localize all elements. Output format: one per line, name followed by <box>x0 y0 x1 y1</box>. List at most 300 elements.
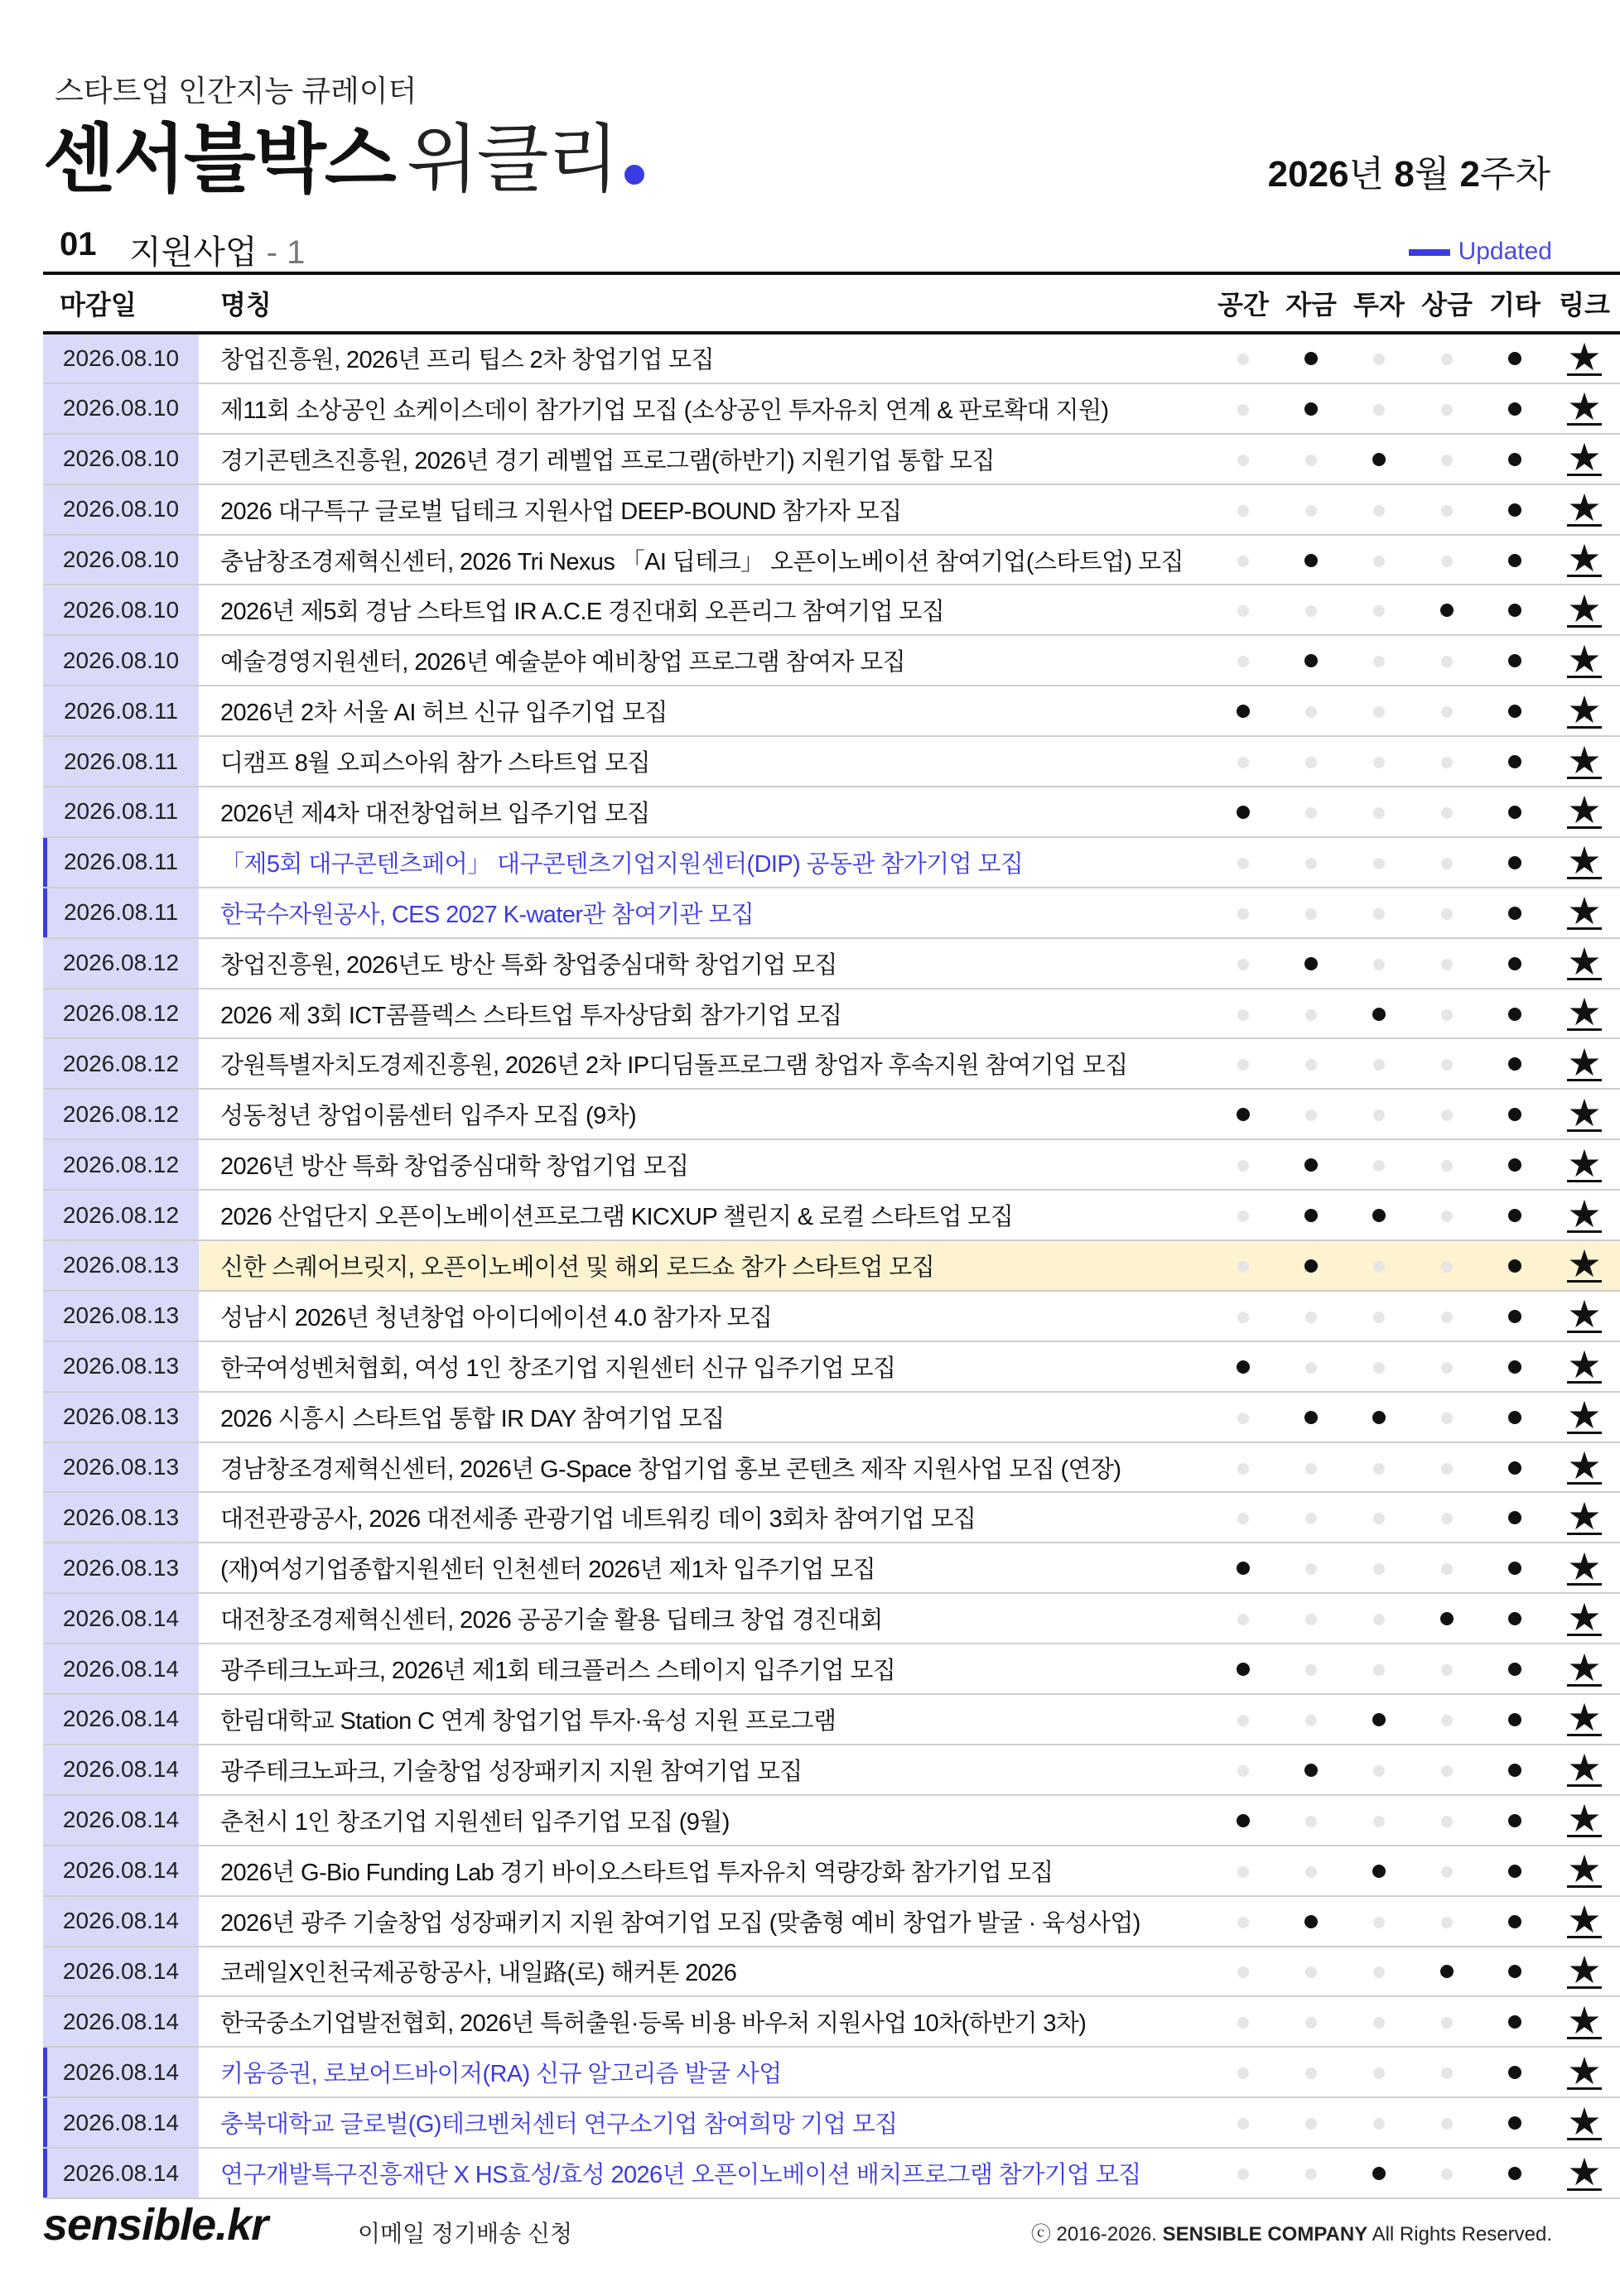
table-header <box>43 273 1620 333</box>
flag-prize-cell <box>1413 1038 1481 1089</box>
empty-dot-icon <box>1305 1664 1317 1676</box>
link-cell[interactable] <box>1549 1190 1620 1240</box>
program-name-cell: 한국수자원공사, CES 2027 K-water관 참여기관 모집 <box>199 888 1209 938</box>
flag-prize-cell <box>1413 1694 1481 1745</box>
star-icon[interactable]: ★ <box>1567 637 1602 681</box>
flag-investment-cell <box>1345 535 1413 585</box>
program-name-cell: (재)여성기업종합지원센터 인천센터 2026년 제1차 입주기업 모집 <box>199 1543 1209 1593</box>
star-icon[interactable]: ★ <box>1567 889 1602 933</box>
empty-dot-icon <box>1237 1866 1249 1878</box>
filled-dot-icon <box>1304 1259 1318 1273</box>
flag-funding-cell <box>1277 1139 1345 1190</box>
link-cell[interactable] <box>1549 484 1620 535</box>
link-cell[interactable] <box>1549 434 1620 484</box>
empty-dot-icon <box>1305 1009 1317 1021</box>
star-icon[interactable]: ★ <box>1567 1595 1602 1639</box>
deadline-cell: 2026.08.13 <box>43 1392 199 1442</box>
empty-dot-icon <box>1441 505 1453 517</box>
column-link: 링크 <box>1549 273 1620 333</box>
filled-dot-icon <box>1304 1158 1318 1172</box>
flag-investment-cell <box>1345 1694 1413 1745</box>
empty-dot-icon <box>1305 757 1317 768</box>
empty-dot-icon <box>1373 1160 1385 1172</box>
footer <box>43 2199 1552 2249</box>
empty-dot-icon <box>1305 908 1317 920</box>
flag-funding-cell <box>1277 2097 1345 2148</box>
star-icon[interactable]: ★ <box>1567 1242 1602 1286</box>
link-cell[interactable] <box>1549 1038 1620 1089</box>
filled-dot-icon <box>1508 2066 1521 2079</box>
subscribe-link[interactable]: 이메일 정기배송 신청 <box>358 2221 572 2246</box>
link-cell[interactable] <box>1549 736 1620 787</box>
link-cell[interactable] <box>1549 787 1620 837</box>
flag-funding-cell <box>1277 535 1345 585</box>
empty-dot-icon <box>1305 1614 1317 1625</box>
empty-dot-icon <box>1237 455 1249 466</box>
star-icon[interactable]: ★ <box>1567 385 1602 429</box>
filled-dot-icon <box>1508 755 1521 768</box>
star-icon[interactable]: ★ <box>1567 1444 1602 1488</box>
empty-dot-icon <box>1373 605 1385 617</box>
issue-week: 2026년 8월 2주차 <box>1267 154 1550 195</box>
program-name-cell: 키움증권, 로보어드바이저(RA) 신규 알고리즘 발굴 사업 <box>199 2047 1209 2097</box>
empty-dot-icon <box>1373 706 1385 718</box>
empty-dot-icon <box>1373 2017 1385 2029</box>
filled-dot-icon <box>1372 1865 1386 1878</box>
site-logo[interactable]: sensible.kr <box>43 2200 268 2250</box>
flag-funding-cell <box>1277 1442 1345 1493</box>
filled-dot-icon <box>1508 1461 1521 1475</box>
flag-funding-cell <box>1277 1291 1345 1341</box>
star-icon[interactable]: ★ <box>1567 1847 1602 1891</box>
program-name-cell: 디캠프 8월 오피스아워 참가 스타트업 모집 <box>199 736 1209 787</box>
table-row <box>43 585 1620 635</box>
table-row <box>43 2097 1620 2148</box>
flag-prize-cell <box>1413 1291 1481 1341</box>
empty-dot-icon <box>1237 757 1249 768</box>
star-icon[interactable]: ★ <box>1567 2149 1602 2193</box>
column-other: 기타 <box>1481 273 1549 333</box>
star-icon[interactable]: ★ <box>1567 1191 1602 1235</box>
star-icon[interactable]: ★ <box>1567 486 1602 530</box>
empty-dot-icon <box>1237 1513 1249 1524</box>
flag-space-cell <box>1209 2148 1277 2198</box>
program-name-cell: 「제5회 대구콘텐츠페어」 대구콘텐츠기업지원센터(DIP) 공동관 참가기업 모집 <box>199 837 1209 888</box>
filled-dot-icon <box>1372 453 1386 466</box>
deadline-cell: 2026.08.14 <box>43 2097 199 2148</box>
empty-dot-icon <box>1441 757 1453 768</box>
empty-dot-icon <box>1305 1966 1317 1978</box>
empty-dot-icon <box>1441 1261 1453 1273</box>
filled-dot-icon <box>1440 1965 1454 1978</box>
flag-prize-cell <box>1413 837 1481 888</box>
flag-investment-cell <box>1345 383 1413 434</box>
empty-dot-icon <box>1441 656 1453 667</box>
flag-space-cell <box>1209 1089 1277 1139</box>
star-icon[interactable]: ★ <box>1567 2099 1602 2143</box>
filled-dot-icon <box>1304 1411 1318 1424</box>
empty-dot-icon <box>1441 1765 1453 1777</box>
empty-dot-icon <box>1441 404 1453 416</box>
empty-dot-icon <box>1305 1059 1317 1071</box>
empty-dot-icon <box>1305 605 1317 617</box>
star-icon[interactable]: ★ <box>1567 1645 1602 1689</box>
flag-other-cell <box>1481 1795 1549 1846</box>
empty-dot-icon <box>1305 1816 1317 1827</box>
column-space: 공간 <box>1209 273 1277 333</box>
link-cell[interactable] <box>1549 2097 1620 2148</box>
program-name-cell: 2026년 2차 서울 AI 허브 신규 입주기업 모집 <box>199 686 1209 736</box>
flag-other-cell <box>1481 1593 1549 1644</box>
flag-funding-cell <box>1277 686 1345 736</box>
star-icon[interactable]: ★ <box>1567 1090 1602 1134</box>
filled-dot-icon <box>1304 1915 1318 1928</box>
empty-dot-icon <box>1373 1917 1385 1928</box>
flag-funding-cell <box>1277 1392 1345 1442</box>
table-row <box>43 1492 1620 1543</box>
empty-dot-icon <box>1237 605 1249 617</box>
program-name-cell: 한국중소기업발전협회, 2026년 특허출원·등록 비용 바우처 지원사업 10차(하반기 3차) <box>199 1996 1209 2047</box>
filled-dot-icon <box>1508 503 1521 517</box>
empty-dot-icon <box>1441 1513 1453 1524</box>
empty-dot-icon <box>1237 2118 1249 2130</box>
star-icon[interactable]: ★ <box>1567 1998 1602 2042</box>
deadline-cell: 2026.08.12 <box>43 1038 199 1089</box>
flag-prize-cell <box>1413 1190 1481 1240</box>
link-cell[interactable] <box>1549 1291 1620 1341</box>
flag-prize-cell <box>1413 434 1481 484</box>
link-cell[interactable] <box>1549 635 1620 686</box>
section-title: 지원사업 - 1 <box>129 234 306 271</box>
flag-other-cell <box>1481 1291 1549 1341</box>
filled-dot-icon <box>1508 1764 1521 1777</box>
program-name-cell: 2026년 G-Bio Funding Lab 경기 바이오스타트업 투자유치 역량강화 참가기업 모집 <box>199 1846 1209 1896</box>
filled-dot-icon <box>1508 957 1521 970</box>
table-row <box>43 2148 1620 2198</box>
flag-prize-cell <box>1413 635 1481 686</box>
flag-investment-cell <box>1345 1089 1413 1139</box>
link-cell[interactable] <box>1549 535 1620 585</box>
link-cell[interactable] <box>1549 1089 1620 1139</box>
column-investment: 투자 <box>1345 273 1413 333</box>
link-cell[interactable] <box>1549 1392 1620 1442</box>
deadline-cell: 2026.08.14 <box>43 1846 199 1896</box>
empty-dot-icon <box>1373 1463 1385 1475</box>
flag-other-cell <box>1481 1947 1549 1997</box>
flag-space-cell <box>1209 535 1277 585</box>
link-cell[interactable] <box>1549 837 1620 888</box>
flag-space-cell <box>1209 1795 1277 1846</box>
table-row <box>43 1038 1620 1089</box>
flag-funding-cell <box>1277 434 1345 484</box>
flag-space-cell <box>1209 1190 1277 1240</box>
star-icon[interactable]: ★ <box>1567 586 1602 630</box>
empty-dot-icon <box>1441 1664 1453 1676</box>
table-row <box>43 1392 1620 1442</box>
deadline-cell: 2026.08.14 <box>43 2148 199 2198</box>
flag-other-cell <box>1481 2097 1549 2148</box>
flag-prize-cell <box>1413 1846 1481 1896</box>
empty-dot-icon <box>1373 2067 1385 2079</box>
empty-dot-icon <box>1305 1715 1317 1726</box>
star-icon[interactable]: ★ <box>1567 990 1602 1034</box>
flag-other-cell <box>1481 1644 1549 1694</box>
star-icon[interactable]: ★ <box>1567 1544 1602 1588</box>
filled-dot-icon <box>1304 1764 1318 1777</box>
flag-space-cell <box>1209 1392 1277 1442</box>
deadline-cell: 2026.08.10 <box>43 535 199 585</box>
empty-dot-icon <box>1237 1715 1249 1726</box>
flag-prize-cell <box>1413 736 1481 787</box>
filled-dot-icon <box>1508 604 1521 617</box>
flag-space-cell <box>1209 1593 1277 1644</box>
star-icon[interactable]: ★ <box>1567 1746 1602 1790</box>
star-icon[interactable]: ★ <box>1567 1797 1602 1841</box>
flag-space-cell <box>1209 938 1277 989</box>
link-cell[interactable] <box>1549 333 1620 383</box>
link-cell[interactable] <box>1549 1139 1620 1190</box>
flag-space-cell <box>1209 2047 1277 2097</box>
table-row <box>43 1694 1620 1745</box>
star-icon[interactable]: ★ <box>1567 738 1602 782</box>
flag-space-cell <box>1209 1139 1277 1190</box>
empty-dot-icon <box>1441 1715 1453 1726</box>
empty-dot-icon <box>1441 556 1453 567</box>
flag-investment-cell <box>1345 1745 1413 1795</box>
flag-investment-cell <box>1345 1593 1413 1644</box>
star-icon[interactable]: ★ <box>1567 537 1602 580</box>
brand-name: 센서블박스 <box>43 118 395 201</box>
link-cell[interactable] <box>1549 1341 1620 1392</box>
link-cell[interactable] <box>1549 1947 1620 1997</box>
deadline-cell: 2026.08.12 <box>43 1089 199 1139</box>
empty-dot-icon <box>1237 2067 1249 2079</box>
empty-dot-icon <box>1305 706 1317 718</box>
empty-dot-icon <box>1373 1614 1385 1625</box>
star-icon[interactable]: ★ <box>1567 1947 1602 1991</box>
link-cell[interactable] <box>1549 686 1620 736</box>
empty-dot-icon <box>1237 2017 1249 2029</box>
flag-other-cell <box>1481 787 1549 837</box>
filled-dot-icon <box>1304 554 1318 567</box>
star-icon[interactable]: ★ <box>1567 1343 1602 1387</box>
flag-investment-cell <box>1345 686 1413 736</box>
flag-investment-cell <box>1345 1795 1413 1846</box>
deadline-cell: 2026.08.10 <box>43 585 199 635</box>
link-cell[interactable] <box>1549 1543 1620 1593</box>
link-cell[interactable] <box>1549 1896 1620 1947</box>
flag-other-cell <box>1481 1745 1549 1795</box>
link-cell[interactable] <box>1549 383 1620 434</box>
star-icon[interactable]: ★ <box>1567 839 1602 883</box>
empty-dot-icon <box>1441 908 1453 920</box>
flag-funding-cell <box>1277 1190 1345 1240</box>
link-cell[interactable] <box>1549 1240 1620 1291</box>
deadline-cell: 2026.08.13 <box>43 1442 199 1493</box>
table-row <box>43 837 1620 888</box>
link-cell[interactable] <box>1549 2148 1620 2198</box>
link-cell[interactable] <box>1549 1795 1620 1846</box>
flag-investment-cell <box>1345 333 1413 383</box>
flag-funding-cell <box>1277 333 1345 383</box>
star-icon[interactable]: ★ <box>1567 1040 1602 1084</box>
flag-funding-cell <box>1277 585 1345 635</box>
flag-space-cell <box>1209 1291 1277 1341</box>
program-name-cell: 2026 산업단지 오픈이노베이션프로그램 KICXUP 챌린지 & 로컬 스타트업 모집 <box>199 1190 1209 1240</box>
empty-dot-icon <box>1237 505 1249 517</box>
table-row <box>43 1341 1620 1392</box>
empty-dot-icon <box>1441 1413 1453 1424</box>
flag-space-cell <box>1209 989 1277 1039</box>
updated-bar-icon <box>1409 249 1450 256</box>
link-cell[interactable] <box>1549 888 1620 938</box>
program-name-cell: 경남창조경제혁신센터, 2026년 G-Space 창업기업 홍보 콘텐츠 제작 지원사업 모집 (연장) <box>199 1442 1209 1493</box>
flag-investment-cell <box>1345 1644 1413 1694</box>
deadline-cell: 2026.08.14 <box>43 1795 199 1846</box>
program-name-cell: 성동청년 창업이룸센터 입주자 모집 (9차) <box>199 1089 1209 1139</box>
link-cell[interactable] <box>1549 1846 1620 1896</box>
star-icon[interactable]: ★ <box>1567 1494 1602 1538</box>
link-cell[interactable] <box>1549 938 1620 989</box>
filled-dot-icon <box>1508 1008 1521 1021</box>
program-name-cell: 예술경영지원센터, 2026년 예술분야 예비창업 프로그램 참여자 모집 <box>199 635 1209 686</box>
flag-prize-cell <box>1413 1745 1481 1795</box>
empty-dot-icon <box>1373 354 1385 365</box>
empty-dot-icon <box>1373 959 1385 970</box>
empty-dot-icon <box>1373 556 1385 567</box>
flag-investment-cell <box>1345 989 1413 1039</box>
deadline-cell: 2026.08.14 <box>43 1896 199 1947</box>
program-name-cell: 2026 제 3회 ICT콤플렉스 스타트업 투자상담회 참가기업 모집 <box>199 989 1209 1039</box>
star-icon[interactable]: ★ <box>1567 1696 1602 1740</box>
deadline-cell: 2026.08.11 <box>43 888 199 938</box>
empty-dot-icon <box>1373 505 1385 517</box>
link-cell[interactable] <box>1549 1492 1620 1543</box>
flag-other-cell <box>1481 686 1549 736</box>
flag-other-cell <box>1481 938 1549 989</box>
star-icon[interactable]: ★ <box>1567 1141 1602 1185</box>
link-cell[interactable] <box>1549 1996 1620 2047</box>
link-cell[interactable] <box>1549 1442 1620 1493</box>
empty-dot-icon <box>1441 1109 1453 1121</box>
flag-funding-cell <box>1277 1846 1345 1896</box>
link-cell[interactable] <box>1549 585 1620 635</box>
table-row <box>43 1896 1620 1947</box>
empty-dot-icon <box>1305 455 1317 466</box>
flag-funding-cell <box>1277 989 1345 1039</box>
flag-space-cell <box>1209 1038 1277 1089</box>
flag-prize-cell <box>1413 2097 1481 2148</box>
column-prize: 상금 <box>1413 273 1481 333</box>
star-icon[interactable]: ★ <box>1567 687 1602 731</box>
star-icon[interactable]: ★ <box>1567 1898 1602 1942</box>
link-cell[interactable] <box>1549 1644 1620 1694</box>
flag-space-cell <box>1209 1492 1277 1543</box>
table-row <box>43 1593 1620 1644</box>
link-cell[interactable] <box>1549 2047 1620 2097</box>
empty-dot-icon <box>1373 1765 1385 1777</box>
flag-other-cell <box>1481 736 1549 787</box>
star-icon[interactable]: ★ <box>1567 940 1602 984</box>
empty-dot-icon <box>1305 2017 1317 2029</box>
flag-investment-cell <box>1345 1190 1413 1240</box>
header <box>43 58 1550 199</box>
empty-dot-icon <box>1305 505 1317 517</box>
empty-dot-icon <box>1373 908 1385 920</box>
flag-other-cell <box>1481 1139 1549 1190</box>
flag-prize-cell <box>1413 1392 1481 1442</box>
flag-funding-cell <box>1277 736 1345 787</box>
empty-dot-icon <box>1373 1563 1385 1575</box>
flag-prize-cell <box>1413 686 1481 736</box>
flag-other-cell <box>1481 1190 1549 1240</box>
filled-dot-icon <box>1237 806 1250 819</box>
flag-prize-cell <box>1413 938 1481 989</box>
flag-investment-cell <box>1345 1996 1413 2047</box>
link-cell[interactable] <box>1549 1694 1620 1745</box>
flag-funding-cell <box>1277 1341 1345 1392</box>
star-icon[interactable]: ★ <box>1567 436 1602 479</box>
deadline-cell: 2026.08.13 <box>43 1341 199 1392</box>
link-cell[interactable] <box>1549 989 1620 1039</box>
flag-investment-cell <box>1345 1341 1413 1392</box>
link-cell[interactable] <box>1549 1745 1620 1795</box>
empty-dot-icon <box>1441 706 1453 718</box>
filled-dot-icon <box>1508 2167 1521 2180</box>
empty-dot-icon <box>1373 656 1385 667</box>
flag-investment-cell <box>1345 1291 1413 1341</box>
table-row <box>43 888 1620 938</box>
empty-dot-icon <box>1305 1513 1317 1524</box>
table-row <box>43 1543 1620 1593</box>
flag-funding-cell <box>1277 1089 1345 1139</box>
deadline-cell: 2026.08.11 <box>43 686 199 736</box>
empty-dot-icon <box>1441 1211 1453 1222</box>
filled-dot-icon <box>1237 705 1250 718</box>
program-name-cell: 2026년 제4차 대전창업허브 입주기업 모집 <box>199 787 1209 837</box>
flag-funding-cell <box>1277 1038 1345 1089</box>
deadline-cell: 2026.08.11 <box>43 787 199 837</box>
filled-dot-icon <box>1372 1713 1386 1726</box>
star-icon[interactable]: ★ <box>1567 788 1602 832</box>
flag-other-cell <box>1481 1442 1549 1493</box>
deadline-cell: 2026.08.13 <box>43 1240 199 1291</box>
flag-funding-cell <box>1277 1240 1345 1291</box>
link-cell[interactable] <box>1549 1593 1620 1644</box>
flag-space-cell <box>1209 1694 1277 1745</box>
flag-prize-cell <box>1413 1089 1481 1139</box>
star-icon[interactable]: ★ <box>1567 1292 1602 1336</box>
empty-dot-icon <box>1237 1917 1249 1928</box>
flag-investment-cell <box>1345 2148 1413 2198</box>
deadline-cell: 2026.08.13 <box>43 1291 199 1341</box>
filled-dot-icon <box>1372 2167 1386 2180</box>
flag-investment-cell <box>1345 1846 1413 1896</box>
flag-prize-cell <box>1413 1644 1481 1694</box>
deadline-cell: 2026.08.14 <box>43 1947 199 1997</box>
star-icon[interactable]: ★ <box>1567 1393 1602 1437</box>
deadline-cell: 2026.08.13 <box>43 1492 199 1543</box>
flag-prize-cell <box>1413 1795 1481 1846</box>
empty-dot-icon <box>1237 556 1249 567</box>
filled-dot-icon <box>1508 1713 1521 1726</box>
star-icon[interactable]: ★ <box>1567 2048 1602 2092</box>
flag-other-cell <box>1481 1896 1549 1947</box>
flag-other-cell <box>1481 1341 1549 1392</box>
filled-dot-icon <box>1440 604 1454 617</box>
filled-dot-icon <box>1508 1108 1521 1121</box>
star-icon[interactable]: ★ <box>1567 335 1602 378</box>
